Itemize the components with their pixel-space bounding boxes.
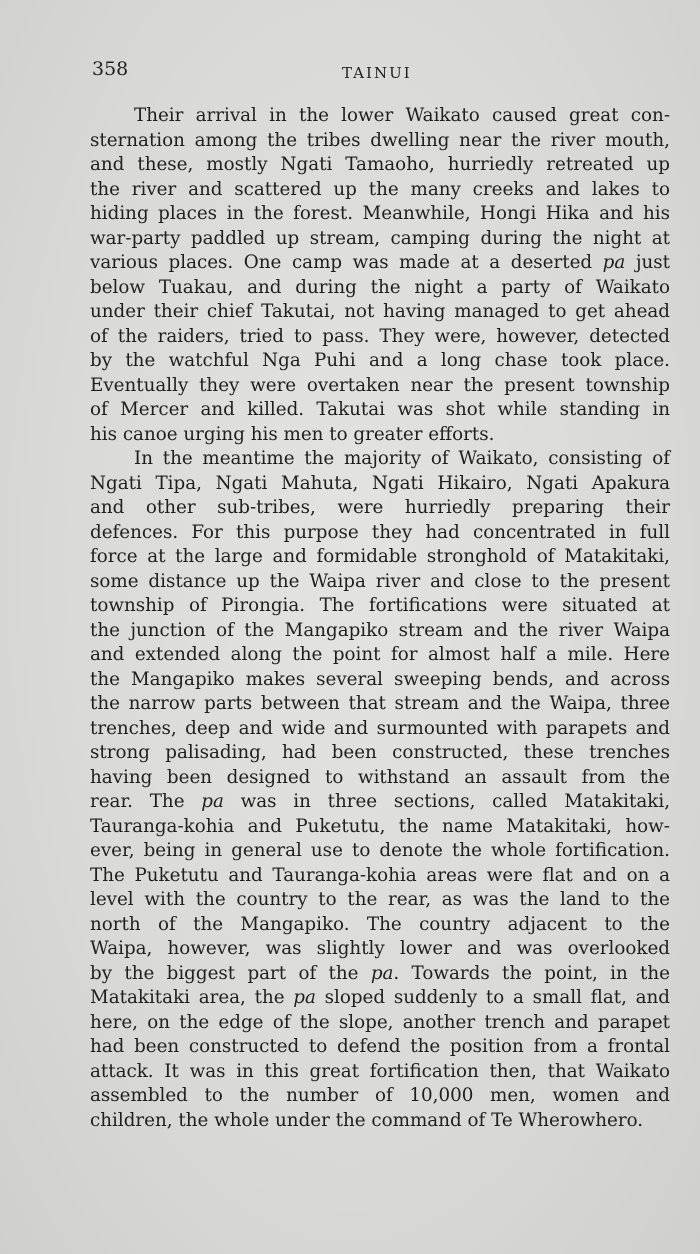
paragraph-1 xyxy=(90,104,670,447)
text-line: and other sub-tribes, were hurriedly preparing their xyxy=(90,497,670,518)
text-line: the river and scattered up the many creeks and lakes to xyxy=(90,178,670,200)
text-line: strong palisading, had been constructed, these trenches xyxy=(90,742,670,763)
text-line: and extended along the point for almost half a mile. Here xyxy=(90,644,670,665)
text-line: under their chief Takutai, not having managed to get ahead xyxy=(90,301,670,322)
text-line: of Mercer and killed. Takutai was shot while standing in xyxy=(90,399,670,420)
text-line: below Tuakau, and during the night a party of Waikato xyxy=(90,276,670,298)
running-head: TAINUI xyxy=(342,64,412,82)
text-line: having been designed to withstand an assault from the xyxy=(90,766,670,788)
text-line: Matakitaki area, the pa sloped suddenly to a small flat, and xyxy=(90,987,671,1008)
text-line: Their arrival in the lower Waikato caused great con- xyxy=(134,105,670,126)
text-line: force at the large and formidable stronghold of Matakitaki, xyxy=(90,546,670,567)
paragraph-2 xyxy=(90,447,670,1133)
text-line: attack. It was in this great fortification then, that Waikato xyxy=(90,1060,670,1082)
text-line: children, the whole under the command of Te Wherowhero. xyxy=(90,1109,644,1131)
text-line: hiding places in the forest. Meanwhile, Hongi Hika and his xyxy=(90,203,670,224)
text-line: defences. For this purpose they had concentrated in full xyxy=(90,521,670,543)
text-line: ever, being in general use to denote the whole fortification. xyxy=(90,840,670,861)
text-line: township of Pirongia. The fortifications were situated at xyxy=(90,595,670,616)
text-line: had been constructed to defend the position from a frontal xyxy=(90,1036,670,1057)
text-line: the narrow parts between that stream and the Waipa, three xyxy=(90,693,670,714)
text-line: Ngati Tipa, Ngati Mahuta, Ngati Hikairo, Ngati Apakura xyxy=(90,472,670,494)
text-line: level with the country to the rear, as was the land to the xyxy=(90,889,670,910)
text-line: In the meantime the majority of Waikato, consisting of xyxy=(134,448,670,469)
text-line: of the raiders, tried to pass. They were, however, detected xyxy=(90,325,670,347)
text-line: some distance up the Waipa river and close to the present xyxy=(90,570,670,592)
text-line: by the biggest part of the pa. Towards the point, in the xyxy=(90,962,670,984)
text-line: north of the Mangapiko. The country adjacent to the xyxy=(90,913,670,935)
text-line: the Mangapiko makes several sweeping bends, and across xyxy=(90,668,670,690)
text-line: trenches, deep and wide and surmounted with parapets and xyxy=(90,717,670,739)
text-line: sternation among the tribes dwelling near the river mouth, xyxy=(90,129,670,151)
text-line: The Puketutu and Tauranga-kohia areas were flat and on a xyxy=(90,864,670,886)
text-line: the junction of the Mangapiko stream and the river Waipa xyxy=(90,619,670,641)
text-line: his canoe urging his men to greater efforts. xyxy=(90,423,495,445)
text-line: war-party paddled up stream, camping during the night at xyxy=(90,227,670,249)
text-line: here, on the edge of the slope, another trench and parapet xyxy=(90,1011,670,1033)
text-line: assembled to the number of 10,000 men, women and xyxy=(90,1085,670,1106)
body-text xyxy=(90,104,670,1133)
text-line: by the watchful Nga Puhi and a long chase took place. xyxy=(90,350,670,371)
text-line: various places. One camp was made at a deserted pa just xyxy=(90,252,670,273)
page-number: 358 xyxy=(92,58,129,80)
text-line: Waipa, however, was slightly lower and was overlooked xyxy=(90,938,670,959)
text-line: rear. The pa was in three sections, called Matakitaki, xyxy=(90,791,671,812)
text-line: Eventually they were overtaken near the present township xyxy=(90,374,670,396)
text-line: and these, mostly Ngati Tamaoho, hurriedly retreated up xyxy=(90,154,670,175)
text-line: Tauranga-kohia and Puketutu, the name Matakitaki, how- xyxy=(90,815,670,837)
page-header xyxy=(92,58,670,88)
